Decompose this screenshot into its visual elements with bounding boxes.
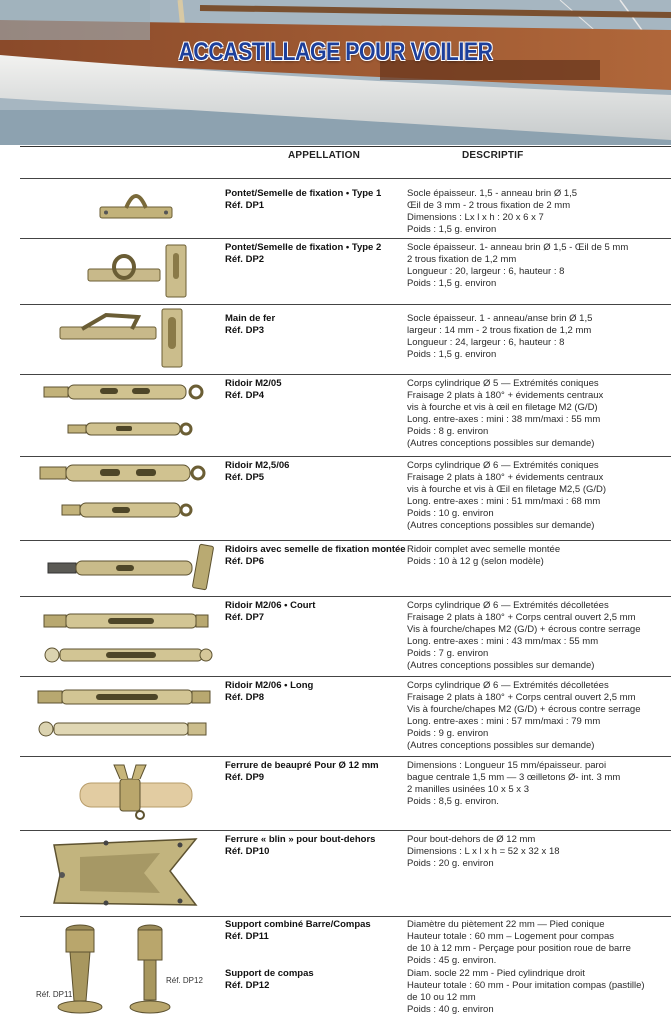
product-desc-dp2: Socle épaisseur. 1- anneau brin Ø 1,5 - Œil de 5 mm 2 trous fixation de 1,2 mm Longueur : 20, largeur : 6, hauteur : 8 Poids : 1,5 g. environ — [407, 242, 629, 289]
product-name-dp2: Pontet/Semelle de fixation • Type 2 Réf. DP2 — [225, 242, 382, 265]
product-row-dp4 — [20, 374, 671, 456]
product-row-dp1 — [20, 178, 671, 238]
product-row-dp3 — [20, 304, 671, 374]
product-desc-dp6: Ridoir complet avec semelle montée Poids : 10 à 12 g (selon modèle) — [407, 544, 561, 567]
product-name-dp6: Ridoirs avec semelle de fixation montée Réf. DP6 — [225, 544, 406, 567]
product-row-dp8 — [20, 676, 671, 756]
product-name-dp12: Support de compas Réf. DP12 — [225, 968, 314, 991]
product-row-dp9 — [20, 756, 671, 830]
product-desc-dp8: Corps cylindrique Ø 6 — Extrémités décolletées Fraisage 2 plats à 180° + Corps central ouvert 2,5 mm Vis à fourche/chapes M2 (G/D) + écrous contre serrage Long. entre-axes : mini : 57 mm/maxi : 79 mm Poids : 9 g. environ (Autres conceptions possibles sur demande) — [407, 680, 641, 751]
product-desc-dp9: Dimensions : Longueur 15 mm/épaisseur. paroi bague centrale 1,5 mm — 3 œilletons Ø- int. 3 mm 2 manilles usinées 10 x 5 x 3 Poids : 8,5 g. environ. — [407, 760, 621, 807]
product-row-dp2 — [20, 238, 671, 304]
product-name-dp9: Ferrure de beaupré Pour Ø 12 mm Réf. DP9 — [225, 760, 379, 783]
product-row-dp11-dp12 — [20, 916, 671, 1024]
column-header-appellation: APPELLATION — [288, 150, 361, 161]
product-desc-dp12: Diam. socle 22 mm - Pied cylindrique droit Hauteur totale : 60 mm - Pour imitation compas (pastille) de 10 ou 12 mm Poids : 40 g. environ — [407, 968, 645, 1015]
product-image-dp1 — [20, 179, 220, 237]
product-image-dp9 — [20, 757, 220, 829]
image-label-dp12: Réf. DP12 — [166, 976, 203, 985]
product-row-dp7 — [20, 596, 671, 676]
product-row-dp10 — [20, 830, 671, 916]
product-desc-dp7: Corps cylindrique Ø 6 — Extrémités décolletées Fraisage 2 plats à 180° + Corps central ouvert 2,5 mm Vis à fourche/chapes M2 (G/D) + écrous contre serrage Long. entre-axes : mini : 43 mm/max : 55 mm Poids : 7 g. environ (Autres conceptions possibles sur demande) — [407, 600, 641, 671]
product-image-dp5 — [20, 457, 220, 539]
header-rule-top — [20, 146, 671, 147]
product-image-dp10 — [20, 831, 220, 915]
product-image-dp4 — [20, 375, 220, 455]
product-row-dp5 — [20, 456, 671, 540]
product-name-dp11: Support combiné Barre/Compas Réf. DP11 — [225, 919, 371, 942]
product-image-dp8 — [20, 677, 220, 755]
product-name-dp5: Ridoir M2,5/06 Réf. DP5 — [225, 460, 290, 483]
product-image-dp7 — [20, 597, 220, 675]
product-name-dp8: Ridoir M2/06 • Long Réf. DP8 — [225, 680, 314, 703]
banner-image — [0, 0, 671, 145]
product-name-dp4: Ridoir M2/05 Réf. DP4 — [225, 378, 282, 401]
product-name-dp3: Main de fer Réf. DP3 — [225, 313, 276, 336]
product-row-dp6 — [20, 540, 671, 596]
image-label-dp11: Réf. DP11 — [36, 990, 73, 999]
product-name-dp1: Pontet/Semelle de fixation • Type 1 Réf. DP1 — [225, 188, 382, 211]
product-image-dp11-dp12 — [20, 917, 220, 1023]
product-image-dp3 — [20, 305, 220, 373]
product-image-dp6 — [20, 541, 220, 595]
product-desc-dp11: Diamètre du piètement 22 mm — Pied conique Hauteur totale : 60 mm – Logement pour compas de 10 à 12 mm - Perçage pour position roue de barre Poids : 45 g. environ. — [407, 919, 631, 966]
product-desc-dp4: Corps cylindrique Ø 5 — Extrémités coniques Fraisage 2 plats à 180° + évidements centraux vis à fourche et vis à œil en filetage M2 (G/D) Long. entre-axes : mini : 38 mm/maxi : 55 mm Poids : 8 g. environ (Autres conceptions possibles sur demande) — [407, 378, 604, 449]
product-name-dp7: Ridoir M2/06 • Court Réf. DP7 — [225, 600, 316, 623]
product-desc-dp3: Socle épaisseur. 1 - anneau/anse brin Ø 1,5 largeur : 14 mm - 2 trous fixation de 1,2 mm Longueur : 24, largeur : 6, hauteur : 8 Poids : 1,5 g. environ — [407, 313, 593, 360]
product-desc-dp10: Pour bout-dehors de Ø 12 mm Dimensions : L x l x h = 52 x 32 x 18 Poids : 20 g. environ — [407, 834, 560, 869]
product-desc-dp1: Socle épaisseur. 1,5 - anneau brin Ø 1,5 Œil de 3 mm - 2 trous fixation de 2 mm Dimensions : Lx l x h : 20 x 6 x 7 Poids : 1,5 g. environ — [407, 188, 578, 235]
banner-title: ACCASTILLAGE POUR VOILIER — [178, 38, 493, 66]
product-image-dp2 — [20, 239, 220, 303]
column-header-descriptif: DESCRIPTIF — [462, 150, 524, 161]
product-name-dp10: Ferrure « blin » pour bout-dehors Réf. DP10 — [225, 834, 376, 857]
product-desc-dp5: Corps cylindrique Ø 6 — Extrémités coniques Fraisage 2 plats à 180° + évidements centraux vis à fourche et vis à Œil en filetage M2,5 (G/D) Long. entre-axes : mini : 51 mm/maxi : 68 mm Poids : 10 g. environ (Autres conceptions possibles sur demande) — [407, 460, 607, 531]
